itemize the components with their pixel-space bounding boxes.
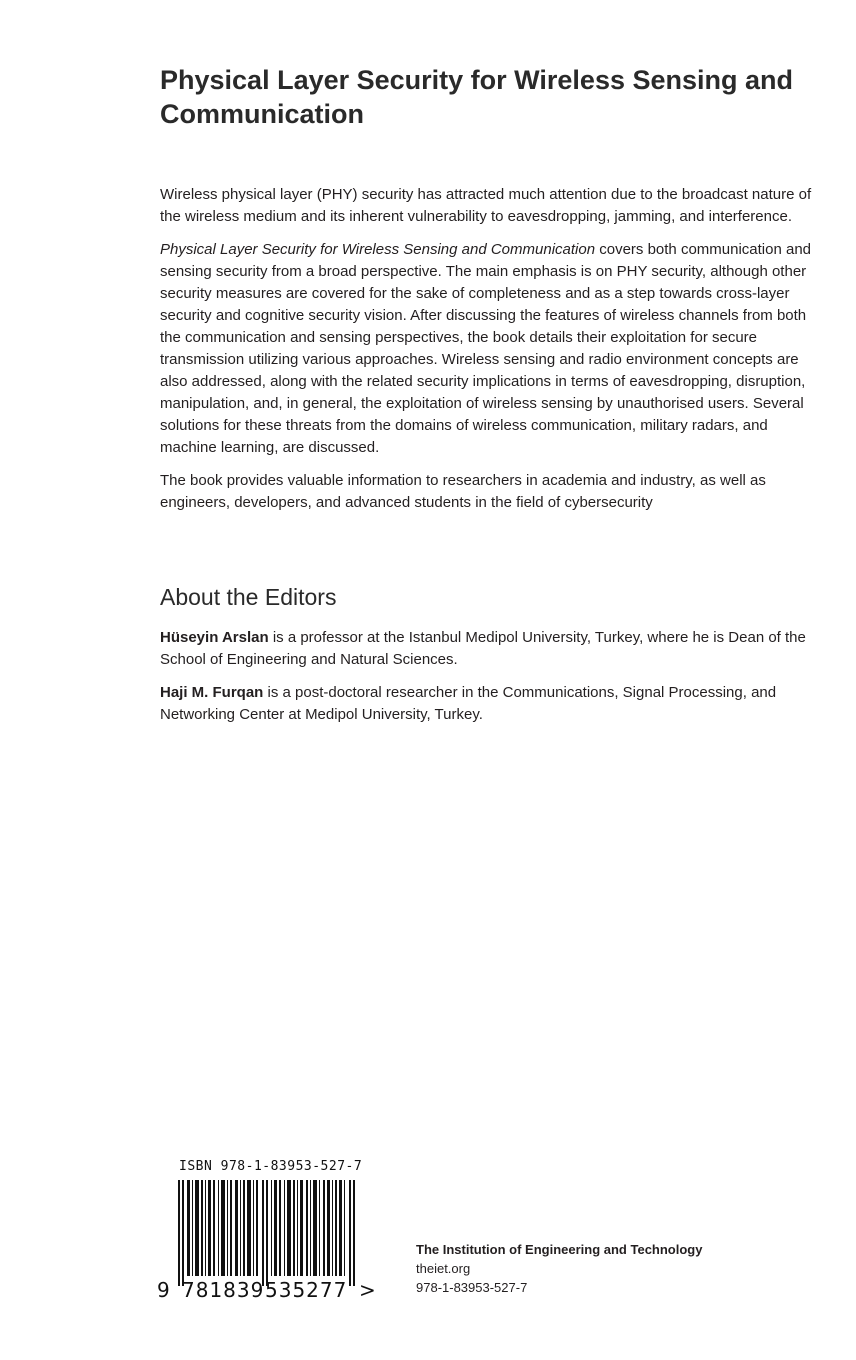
editor-bio: is a professor at the Istanbul Medipol University, Turkey, where he is Dean of the School of Engineering and Natural Sciences. xyxy=(160,629,806,668)
editor-entry xyxy=(160,627,820,671)
blurb-paragraph-2 xyxy=(160,239,820,459)
blurb-paragraph-3: The book provides valuable information to researchers in academia and industry, as well as engineers, developers, and advanced students in the field of cybersecurity xyxy=(160,472,766,511)
publisher-isbn: 978-1-83953-527-7 xyxy=(416,1280,528,1295)
book-title-italic: Physical Layer Security for Wireless Sensing and Communication xyxy=(160,241,596,258)
barcode-arrow: > xyxy=(359,1278,376,1302)
about-editors-heading: About the Editors xyxy=(160,584,337,610)
publisher-website[interactable]: theiet.org xyxy=(416,1261,471,1276)
editors-list xyxy=(160,627,820,737)
blurb xyxy=(160,184,820,525)
barcode-digit-first: 9 xyxy=(157,1278,170,1302)
blurb-paragraph-1: Wireless physical layer (PHY) security has attracted much attention due to the broadcast nature of the wireless medium and its inherent vulnerability to eavesdropping, jamming, and interference. xyxy=(160,186,812,225)
publisher-name: The Institution of Engineering and Technology xyxy=(416,1242,703,1257)
isbn-label: ISBN 978-1-83953-527-7 xyxy=(179,1159,363,1174)
barcode-digits-left: 781839 xyxy=(182,1278,265,1302)
editor-name: Haji M. Furqan xyxy=(160,684,264,701)
barcode xyxy=(178,1180,356,1286)
editor-bio: is a post-doctoral researcher in the Communications, Signal Processing, and Networking Center at Medipol University, Turkey. xyxy=(160,684,777,723)
publisher-info xyxy=(416,1240,702,1297)
editor-name: Hüseyin Arslan xyxy=(160,629,269,646)
blurb-paragraph-2-text: covers both communication and sensing security from a broad perspective. The main emphasis is on PHY security, although other security measures are covered for the sake of completeness and as a step towards cross-layer security and cognitive security vision. After discussing the features of wireless channels from both the communication and sensing perspectives, the book details their exploitation for secure transmission utilizing various approaches. Wireless sensing and radio environment concepts are also addressed, along with the related security implications in terms of eavesdropping, disruption, manipulation, and, in general, the exploitation of wireless sensing by unauthorised users. Several solutions for these threats from the domains of wireless communication, military radars, and machine learning, are discussed. xyxy=(160,241,812,456)
book-title: Physical Layer Security for Wireless Sensing and Communication xyxy=(160,65,794,129)
editor-entry xyxy=(160,682,820,726)
barcode-digits-right: 535277 xyxy=(265,1278,348,1302)
